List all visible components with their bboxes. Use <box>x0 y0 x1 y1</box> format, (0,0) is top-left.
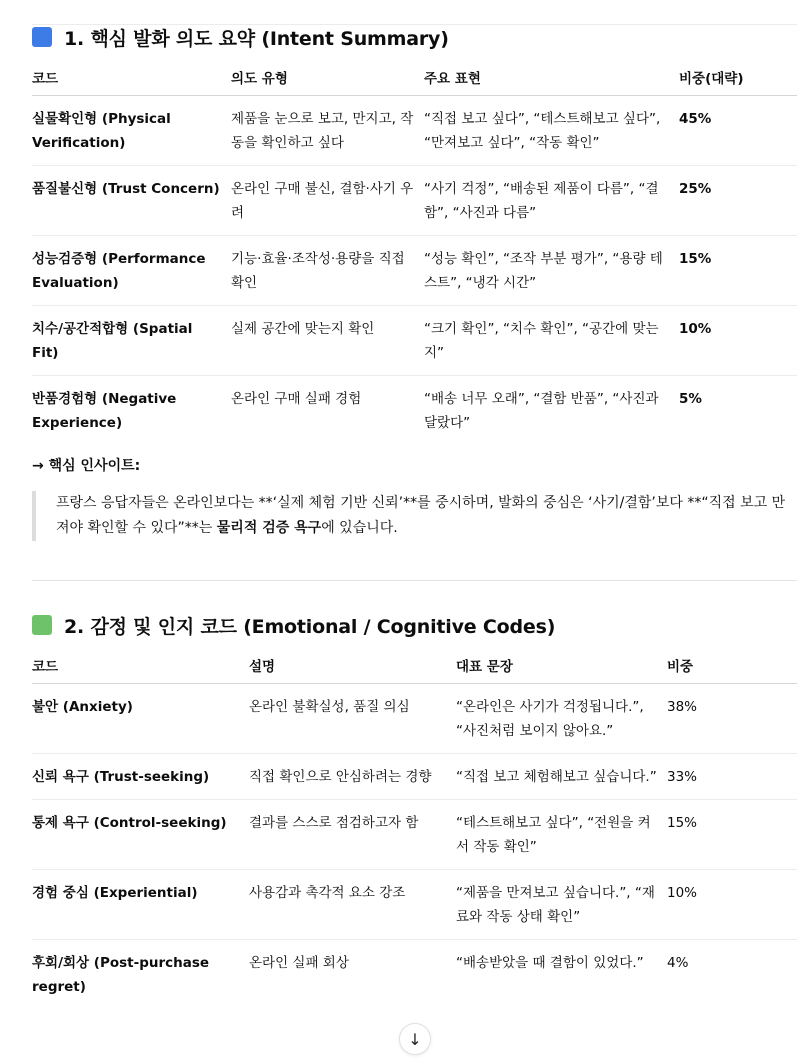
expression-cell: “크기 확인”, “치수 확인”, “공간에 맞는지” <box>424 306 679 376</box>
table-row <box>32 940 797 1010</box>
section-heading <box>32 613 797 637</box>
sentence-cell: “직접 보고 체험해보고 싶습니다.” <box>456 754 667 800</box>
expression-cell: “사기 걱정”, “배송된 제품이 다름”, “결함”, “사진과 다름” <box>424 166 679 236</box>
type-cell: 제품을 눈으로 보고, 만지고, 작동을 확인하고 싶다 <box>231 96 424 166</box>
insight-text-end: 에 있습니다. <box>321 520 398 536</box>
insight-title: → 핵심 인사이트: <box>32 458 141 474</box>
column-header: 코드 <box>32 59 231 96</box>
column-header: 코드 <box>32 647 249 684</box>
code-cell: 반품경험형 (Negative Experience) <box>32 391 177 431</box>
table-row <box>32 870 797 940</box>
description-cell: 직접 확인으로 안심하려는 경향 <box>249 754 456 800</box>
expression-cell: “성능 확인”, “조작 부분 평가”, “용량 테스트”, “냉각 시간” <box>424 236 679 306</box>
expression-cell: “직접 보고 싶다”, “테스트해보고 싶다”, “만져보고 싶다”, “작동 확인” <box>424 96 679 166</box>
scroll-down-button[interactable] <box>399 1023 431 1055</box>
table-row <box>32 236 797 306</box>
column-header: 의도 유형 <box>231 59 424 96</box>
table-row <box>32 96 797 166</box>
percent-cell: 10% <box>667 870 797 940</box>
table-row <box>32 800 797 870</box>
percent-cell: 5% <box>679 391 702 407</box>
section-heading <box>32 25 797 49</box>
column-header: 설명 <box>249 647 456 684</box>
code-cell: 경험 중심 (Experiential) <box>32 870 249 940</box>
code-cell: 통제 욕구 (Control-seeking) <box>32 800 249 870</box>
sentence-cell: “제품을 만져보고 싶습니다.”, “재료와 작동 상태 확인” <box>456 870 667 940</box>
table-header-row <box>32 59 797 96</box>
type-cell: 온라인 구매 실패 경험 <box>231 391 362 407</box>
table-header-row <box>32 647 797 684</box>
table-row <box>32 684 797 754</box>
type-cell: 온라인 구매 불신, 결함·사기 우려 <box>231 166 424 236</box>
column-header: 대표 문장 <box>456 647 667 684</box>
code-cell: 치수/공간적합형 (Spatial Fit) <box>32 306 231 376</box>
code-cell: 성능검증형 (Performance Evaluation) <box>32 236 231 306</box>
table-row <box>32 376 797 446</box>
section-emotional-codes <box>32 612 797 1009</box>
insight-blockquote <box>32 491 797 541</box>
section-intent-summary <box>32 24 797 445</box>
description-cell: 온라인 불확실성, 품질 의심 <box>249 684 456 754</box>
percent-cell: 15% <box>667 800 797 870</box>
emotion-table <box>32 647 797 1009</box>
sentence-cell: “온라인은 사기가 걱정됩니다.”, “사진처럼 보이지 않아요.” <box>456 684 667 754</box>
blue-square-icon <box>32 27 52 47</box>
percent-cell: 4% <box>667 955 689 971</box>
table-row <box>32 306 797 376</box>
description-cell: 온라인 실패 회상 <box>249 955 349 971</box>
green-square-icon <box>32 615 52 635</box>
sentence-cell: “배송받았을 때 결함이 있었다.” <box>456 955 644 971</box>
table-row <box>32 754 797 800</box>
percent-cell: 38% <box>667 684 797 754</box>
arrow-down-icon: ↓ <box>408 1029 422 1049</box>
column-header: 비중(대략) <box>679 59 797 96</box>
section-title: 1. 핵심 발화 의도 요약 (Intent Summary) <box>64 27 449 50</box>
column-header: 주요 표현 <box>424 59 679 96</box>
insight-emphasis: 물리적 검증 욕구 <box>216 520 322 536</box>
percent-cell: 10% <box>679 306 797 376</box>
section-title: 2. 감정 및 인지 코드 (Emotional / Cognitive Codes) <box>64 615 556 638</box>
intent-table <box>32 59 797 445</box>
section-divider <box>32 580 797 581</box>
percent-cell: 45% <box>679 96 797 166</box>
type-cell: 기능·효율·조작성·용량을 직접 확인 <box>231 236 424 306</box>
percent-cell: 15% <box>679 236 797 306</box>
code-cell: 품질불신형 (Trust Concern) <box>32 166 231 236</box>
description-cell: 사용감과 촉각적 요소 강조 <box>249 870 456 940</box>
code-cell: 실물확인형 (Physical Verification) <box>32 96 231 166</box>
expression-cell: “배송 너무 오래”, “결함 반품”, “사진과 달랐다” <box>424 391 659 431</box>
percent-cell: 25% <box>679 166 797 236</box>
type-cell: 실제 공간에 맞는지 확인 <box>231 306 424 376</box>
sentence-cell: “테스트해보고 싶다”, “전원을 켜서 작동 확인” <box>456 800 667 870</box>
description-cell: 결과를 스스로 점검하고자 함 <box>249 800 456 870</box>
table-row <box>32 166 797 236</box>
code-cell: 불안 (Anxiety) <box>32 684 249 754</box>
code-cell: 후회/회상 (Post-purchase regret) <box>32 955 210 995</box>
column-header: 비중 <box>667 647 797 684</box>
percent-cell: 33% <box>667 754 797 800</box>
code-cell: 신뢰 욕구 (Trust-seeking) <box>32 754 249 800</box>
insight-text: 프랑스 응답자들은 온라인보다는 **‘실제 체험 기반 신뢰’**를 중시하며, 발화의 중심은 ‘사기/결함’보다 **“직접 보고 만져야 확인할 수 있다”**는 <box>56 495 786 536</box>
